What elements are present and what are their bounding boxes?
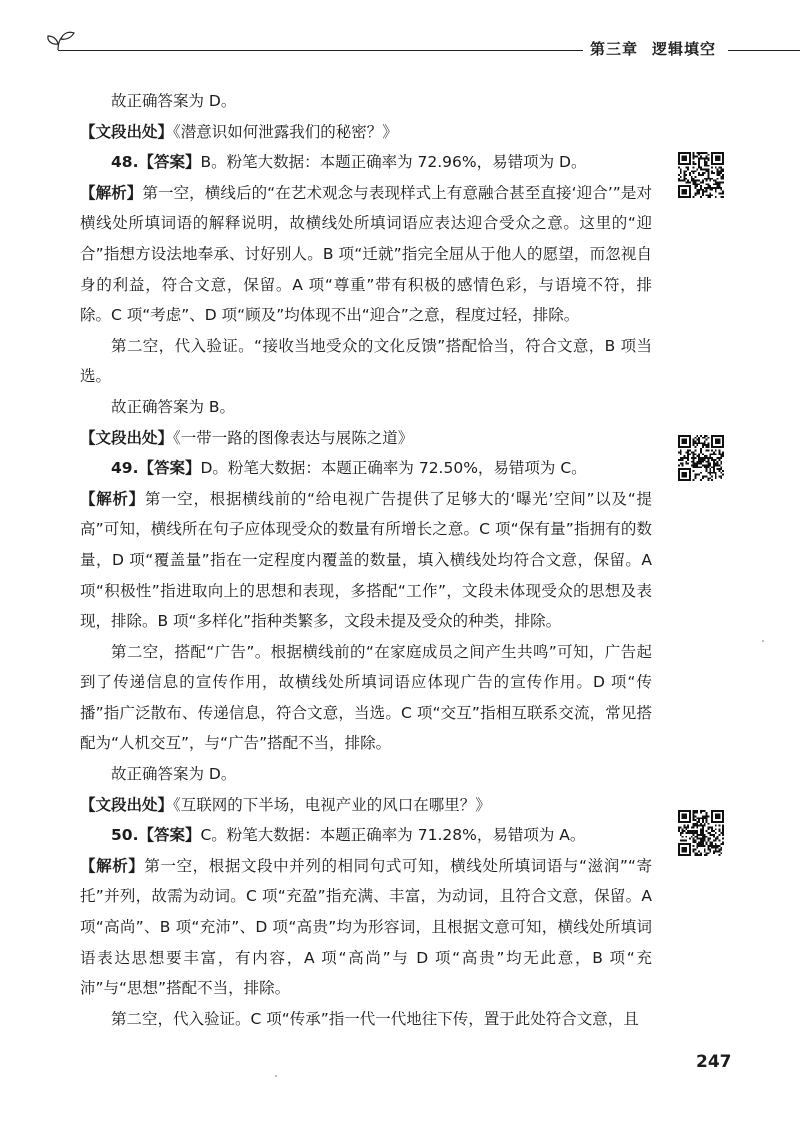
scan-speck xyxy=(275,1075,277,1077)
paragraph-text: 故正确答案为 D。 xyxy=(111,92,237,110)
paragraph xyxy=(80,759,652,790)
page-header xyxy=(0,0,800,70)
header-rule-right xyxy=(728,50,800,51)
paragraph xyxy=(80,331,652,392)
paragraph xyxy=(80,117,652,148)
qr-code-icon[interactable] xyxy=(678,810,724,856)
section-label: 逻辑填空 xyxy=(652,40,717,58)
paragraph-text: 故正确答案为 D。 xyxy=(111,765,237,784)
paragraph xyxy=(80,147,652,178)
paragraph xyxy=(80,423,652,454)
scan-speck xyxy=(762,640,764,642)
paragraph-text: B。粉笔大数据：本题正确率为 72.96%，易错项为 D。 xyxy=(200,153,587,172)
header-rule-left xyxy=(58,50,583,51)
paragraph-text: 第一空，根据文段中并列的相同句式可知，横线处所填词语与“滋润”“寄托”并列，故需为动词。C 项“充盈”指充满、丰富，为动词，且符合文意，保留。A 项“高尚”、B 项“充沛”、D 项“高贵”均为形容词，且根据文意可知，横线处所填词语表达思想要丰富，有内容，A 项“高尚”与 D 项“高贵”均无此意，B 项“充沛”与“思想”搭配不当，排除。 xyxy=(80,856,652,998)
chapter-heading xyxy=(590,38,716,59)
paragraph-text: 《互联网的下半场，电视产业的风口在哪里？》 xyxy=(173,795,491,814)
paragraph xyxy=(80,178,652,331)
paragraph-text: 第一空，根据横线前的“给电视广告提供了足够大的‘曝光’空间”以及“提高”可知，横线所在句子应体现受众的数量有所增长之意。C 项“保有量”指拥有的数量，D 项“覆盖量”指在一定程度内覆盖的数量，填入横线处均符合文意，保留。A 项“积极性”指进取向上的思想和表现，多搭配“工作”，文段未体现受众的思想及表现，排除。B 项“多样化”指种类繁多，文段未提及受众的种类，排除。 xyxy=(80,489,652,631)
section-tag: 49.【答案】 xyxy=(111,459,201,478)
paragraph-text: 第二空，搭配“广告”。根据横线前的“在家庭成员之间产生共鸣”可知，广告起到了传递信息的宣传作用，故横线处所填词语应体现广告的宣传作用。D 项“传播”指广泛散布、传递信息，符合文意，当选。C 项“交互”指相互联系交流，常见搭配为“人机交互”，与“广告”搭配不当，排除。 xyxy=(80,642,652,753)
paragraph xyxy=(80,637,652,759)
sprout-icon xyxy=(44,30,76,52)
paragraph-text: 第一空，横线后的“在艺术观念与表现样式上有意融合甚至直接‘迎合’”是对横线处所填词语的解释说明，故横线处所填词语应表达迎合受众之意。这里的“迎合”指想方设法地奉承、讨好别人。B 项“迁就”指完全屈从于他人的愿望，而忽视自身的利益，符合文意，保留。A 项“尊重”带有积极的感情色彩，与语境不符，排除。C 项“考虑”、D 项“顾及”均体现不出“迎合”之意，程度过轻，排除。 xyxy=(80,183,652,325)
section-tag: 【解析】 xyxy=(80,856,145,875)
paragraph xyxy=(80,86,652,117)
paragraph-text: C。粉笔大数据：本题正确率为 71.28%，易错项为 A。 xyxy=(200,826,586,845)
paragraph xyxy=(80,820,652,851)
qr-code-icon[interactable] xyxy=(678,435,724,481)
section-tag: 【文段出处】 xyxy=(80,795,174,814)
paragraph-text: D。粉笔大数据：本题正确率为 72.50%，易错项为 C。 xyxy=(200,459,587,478)
section-tag: 48.【答案】 xyxy=(111,153,201,172)
section-tag: 【文段出处】 xyxy=(80,122,174,141)
paragraph-text: 《潜意识如何泄露我们的秘密？》 xyxy=(173,122,398,141)
paragraph xyxy=(80,453,652,484)
paragraph-text: 第二空，代入验证。C 项“传承”指一代一代地往下传，置于此处符合文意，且 xyxy=(111,1009,639,1028)
page-number: 247 xyxy=(696,1052,732,1072)
paragraph xyxy=(80,392,652,423)
paragraph xyxy=(80,484,652,637)
section-tag: 【文段出处】 xyxy=(80,428,174,447)
section-tag: 【解析】 xyxy=(80,489,145,508)
chapter-label: 第三章 xyxy=(590,40,639,58)
section-tag: 50.【答案】 xyxy=(111,826,201,845)
paragraph-text: 故正确答案为 B。 xyxy=(111,397,236,416)
qr-code-icon[interactable] xyxy=(678,152,724,198)
answer-explanations xyxy=(80,86,652,1034)
paragraph-text: 第二空，代入验证。“接收当地受众的文化反馈”搭配恰当，符合文意，B 项当选。 xyxy=(80,336,652,386)
paragraph xyxy=(80,790,652,821)
paragraph xyxy=(80,851,652,1004)
paragraph xyxy=(80,1004,652,1035)
paragraph-text: 《一带一路的图像表达与展陈之道》 xyxy=(173,428,414,447)
section-tag: 【解析】 xyxy=(80,183,143,202)
